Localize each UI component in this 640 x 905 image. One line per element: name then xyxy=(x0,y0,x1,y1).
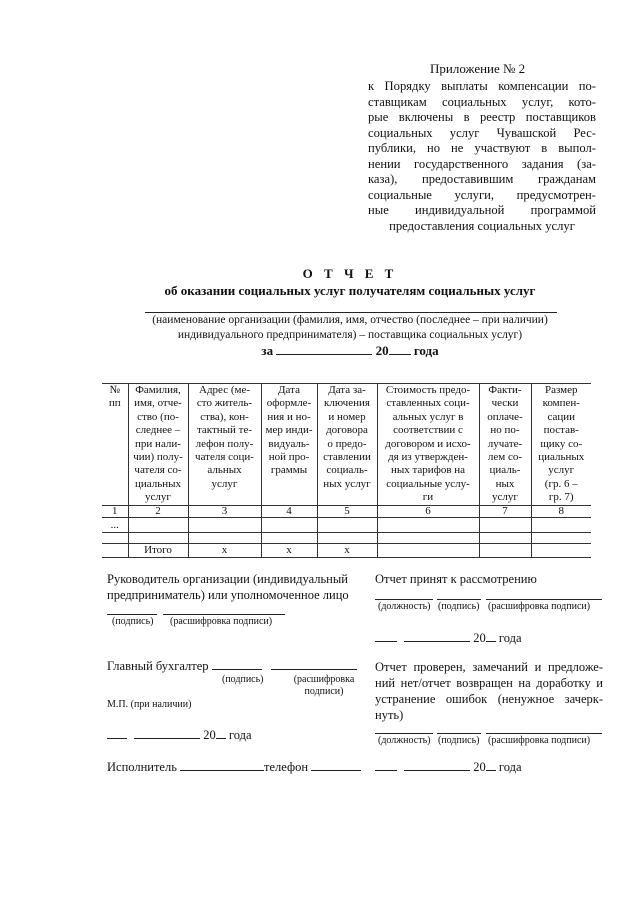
accountant-decode-hint xyxy=(280,674,368,698)
table-cell xyxy=(377,532,479,543)
header-text-line: следнее – xyxy=(135,424,181,437)
table-cell: ... xyxy=(102,517,128,532)
decode-hint: (расшифровка подписи) xyxy=(488,735,591,746)
header-text-line: сации xyxy=(547,410,576,423)
table-cell: 6 xyxy=(377,505,479,517)
header-text-line: циальных xyxy=(538,451,585,464)
header-text-line: ной про- xyxy=(268,451,310,464)
header-text-line: альных xyxy=(207,464,242,477)
executor-row xyxy=(107,759,361,775)
table-cell: Итого xyxy=(128,543,188,557)
header-text-line: услуг xyxy=(548,464,575,477)
accepted-sign-line xyxy=(437,599,481,600)
annex-line: каза), предоставившим гражданам xyxy=(368,172,596,186)
header-text-line: услуг xyxy=(211,477,238,490)
table-row xyxy=(102,532,591,543)
header-text-line: и номер xyxy=(328,410,366,423)
checked-decode-line xyxy=(486,733,602,734)
header-text-line: ги xyxy=(422,491,434,504)
accountant-row xyxy=(107,658,357,674)
header-text-line: договора xyxy=(326,424,368,437)
header-text-line: тактный те- xyxy=(196,424,253,437)
header-text-line: чателя со- xyxy=(134,464,182,477)
column-header xyxy=(317,384,377,506)
head-decode-hint: (расшифровка подписи) xyxy=(170,616,273,627)
annex-line: рые включены в реестр поставщиков xyxy=(368,110,596,124)
date-suffix: года xyxy=(498,760,522,774)
header-text-line: Факти- xyxy=(488,384,522,396)
table-cell xyxy=(128,517,188,532)
header-text-line: ных тарифов на xyxy=(390,464,466,477)
date-day-line xyxy=(375,759,397,771)
accountant-label: Главный бухгалтер xyxy=(107,659,209,673)
period-blank xyxy=(276,343,372,355)
phone-label: телефон xyxy=(264,760,309,774)
date-year: 20 xyxy=(473,760,486,774)
table-cell xyxy=(317,532,377,543)
report-subtitle: об оказании социальных услуг получателям социальных услуг xyxy=(164,283,536,298)
sign-hint: (подпись) xyxy=(438,735,480,746)
date-month-line xyxy=(404,759,470,771)
checked-position-line xyxy=(375,733,433,734)
date-year-line xyxy=(216,727,226,739)
accepted-label: Отчет принят к рассмотрению xyxy=(375,572,537,586)
column-header xyxy=(479,384,531,506)
table-cell xyxy=(377,517,479,532)
header-text-line: Адрес (ме- xyxy=(199,384,250,396)
header-text-line: лефон полу- xyxy=(195,437,254,450)
header-text-line: сто житель- xyxy=(196,397,253,410)
position-hint: (должность) xyxy=(378,601,431,612)
org-hint-line: (наименование организации (фамилия, имя, отчество (последнее – при наличии) xyxy=(152,314,548,326)
table-cell xyxy=(261,532,317,543)
checked-line: ний нет/отчет возвращен на доработку и xyxy=(375,676,603,690)
header-text-line: чии) полу- xyxy=(133,451,183,464)
annex-text xyxy=(368,79,596,234)
report-title: О Т Ч Е Т xyxy=(302,266,398,281)
table-cell xyxy=(377,543,479,557)
report-period xyxy=(0,343,640,359)
period-year: 20 xyxy=(375,343,389,358)
table-cell xyxy=(479,543,531,557)
column-header xyxy=(128,384,188,506)
annex-line: нении государственного задания (за- xyxy=(368,156,596,171)
column-header xyxy=(261,384,317,506)
head-decode-line xyxy=(163,614,285,615)
checked-line: устранение ошибок (ненужное зачерк- xyxy=(375,692,603,706)
header-text-line: оплаче- xyxy=(487,410,523,423)
executor-label: Исполнитель xyxy=(107,760,177,774)
table-cell: 1 xyxy=(102,505,128,517)
accountant-decode-line xyxy=(271,658,357,670)
accepted-position-line xyxy=(375,599,433,600)
date-day-line xyxy=(107,727,127,739)
table-cell: 5 xyxy=(317,505,377,517)
header-text-line: услуг xyxy=(492,491,518,504)
table-cell xyxy=(102,532,128,543)
date-month-line xyxy=(404,630,470,642)
header-text-line: дя из утвержден- xyxy=(388,451,468,464)
total-row xyxy=(102,543,591,557)
header-text-line: ния и но- xyxy=(267,410,311,423)
column-header xyxy=(377,384,479,506)
date-day-line xyxy=(375,630,397,642)
annex-line: социальные услуги, предусмотрен- xyxy=(368,187,596,202)
column-number-row xyxy=(102,505,591,517)
period-year-blank xyxy=(389,343,411,355)
head-label-line: Руководитель организации (индивидуальный xyxy=(107,572,348,586)
header-text-line: ных xyxy=(495,477,515,490)
table-cell xyxy=(531,543,591,557)
position-hint: (должность) xyxy=(378,735,431,746)
table-row xyxy=(102,517,591,532)
date-month-line xyxy=(134,727,200,739)
header-text-line: соответствии с xyxy=(393,424,463,437)
table-cell xyxy=(531,532,591,543)
left-date-row xyxy=(107,727,252,743)
table-cell: 3 xyxy=(188,505,261,517)
header-text-line: Фамилия, xyxy=(135,384,181,396)
head-sign-hint: (подпись) xyxy=(112,616,154,627)
header-text-line: договором и исхо- xyxy=(385,437,471,450)
header-text-line: социальные услу- xyxy=(386,477,470,490)
header-text-line: граммы xyxy=(270,464,308,477)
table-header-row xyxy=(102,384,591,506)
header-text-line: имя, отче- xyxy=(134,397,182,410)
header-text-line: постав- xyxy=(543,424,579,437)
table-cell: 7 xyxy=(479,505,531,517)
header-text-line: ных услуг xyxy=(323,477,371,490)
annex-line: социальных услуг Чувашской Рес- xyxy=(368,125,596,140)
header-text-line: щику со- xyxy=(540,437,583,450)
column-header xyxy=(102,384,128,506)
table-cell xyxy=(188,532,261,543)
table-cell xyxy=(479,517,531,532)
header-text-line: услуг xyxy=(145,491,171,504)
header-text-line: чателя соци- xyxy=(195,451,254,464)
column-header xyxy=(531,384,591,506)
checked-date-row xyxy=(375,759,522,775)
header-text-line: оформле- xyxy=(266,397,312,410)
table-cell xyxy=(188,517,261,532)
decode-hint-line: подписи) xyxy=(304,686,344,697)
header-text-line: мер инди- xyxy=(265,424,313,437)
decode-hint: (расшифровка подписи) xyxy=(488,601,591,612)
table-cell xyxy=(102,543,128,557)
annex-line: ставщикам социальных услуг, кото- xyxy=(368,94,596,109)
header-text-line: Стоимость предо- xyxy=(385,384,471,396)
header-text-line: Дата xyxy=(278,384,300,396)
header-text-line: ключения xyxy=(324,397,370,410)
org-name-hint xyxy=(120,313,580,343)
head-sign-line xyxy=(107,614,157,615)
header-text-line: но по- xyxy=(490,424,520,437)
annex-line: к Порядку выплаты компенсации по- xyxy=(368,79,596,93)
checked-label xyxy=(375,659,603,723)
header-text-line: пп xyxy=(108,397,121,410)
table-cell: 8 xyxy=(531,505,591,517)
annex-line: публики, но не участвуют в выпол- xyxy=(368,141,596,155)
date-suffix: года xyxy=(228,728,252,742)
header-text-line: гр. 7) xyxy=(548,491,574,504)
table-cell xyxy=(317,517,377,532)
org-hint-line: индивидуального предпринимателя) – поставщика социальных услуг) xyxy=(177,329,523,341)
header-text-line: при нали- xyxy=(135,437,181,450)
table-cell xyxy=(479,532,531,543)
head-signature-label xyxy=(107,571,349,603)
period-suffix: года xyxy=(413,343,439,358)
date-year: 20 xyxy=(203,728,216,742)
header-text-line: лем со- xyxy=(487,451,523,464)
header-text-line: социаль- xyxy=(326,464,368,477)
header-text-line: циаль- xyxy=(489,464,521,477)
table-cell xyxy=(531,517,591,532)
table-cell: х xyxy=(261,543,317,557)
header-text-line: лучате- xyxy=(487,437,523,450)
table-cell xyxy=(261,517,317,532)
checked-line: Отчет проверен, замечаний и предложе- xyxy=(375,660,603,674)
date-suffix: года xyxy=(498,631,522,645)
period-prefix: за xyxy=(261,343,274,358)
checked-line: нуть) xyxy=(375,708,404,722)
table-cell: х xyxy=(188,543,261,557)
header-text-line: (гр. 6 – xyxy=(544,477,578,490)
header-text-line: Размер xyxy=(544,384,578,396)
accountant-sign-line xyxy=(212,658,262,670)
annex-title: Приложение № 2 xyxy=(430,61,526,76)
header-text-line: альных услуг в xyxy=(392,410,464,423)
header-text-line: видуаль- xyxy=(268,437,310,450)
header-text-line: компен- xyxy=(542,397,580,410)
column-header xyxy=(188,384,261,506)
header-text-line: № xyxy=(109,384,120,396)
date-year-line xyxy=(486,759,496,771)
sign-hint: (подпись) xyxy=(438,601,480,612)
date-year-line xyxy=(486,630,496,642)
table-cell xyxy=(128,532,188,543)
date-year: 20 xyxy=(473,631,486,645)
table-cell: х xyxy=(317,543,377,557)
accepted-decode-line xyxy=(486,599,602,600)
header-text-line: чески xyxy=(491,397,519,410)
stamp-label: М.П. (при наличии) xyxy=(107,699,192,710)
phone-line xyxy=(311,759,361,771)
accepted-date-row xyxy=(375,630,522,646)
decode-hint-line: (расшифровка xyxy=(293,674,355,685)
header-text-line: ставлении xyxy=(323,451,371,464)
table-cell: 4 xyxy=(261,505,317,517)
annex-line: предоставления социальных услуг xyxy=(389,218,575,233)
report-table xyxy=(102,383,591,558)
annex-line: ные индивидуальной программой xyxy=(368,203,596,217)
header-text-line: о предо- xyxy=(327,437,367,450)
header-text-line: ство (по- xyxy=(137,410,179,423)
header-text-line: Дата за- xyxy=(328,384,366,396)
checked-sign-line xyxy=(437,733,481,734)
header-text-line: циальных xyxy=(134,477,182,490)
accountant-sign-hint: (подпись) xyxy=(222,674,264,685)
header-text-line: ставленных соци- xyxy=(386,397,470,410)
table-cell: 2 xyxy=(128,505,188,517)
executor-line xyxy=(180,759,264,771)
head-label-line: предприниматель) или уполномоченное лицо xyxy=(107,588,349,602)
header-text-line: ства), кон- xyxy=(200,410,249,423)
